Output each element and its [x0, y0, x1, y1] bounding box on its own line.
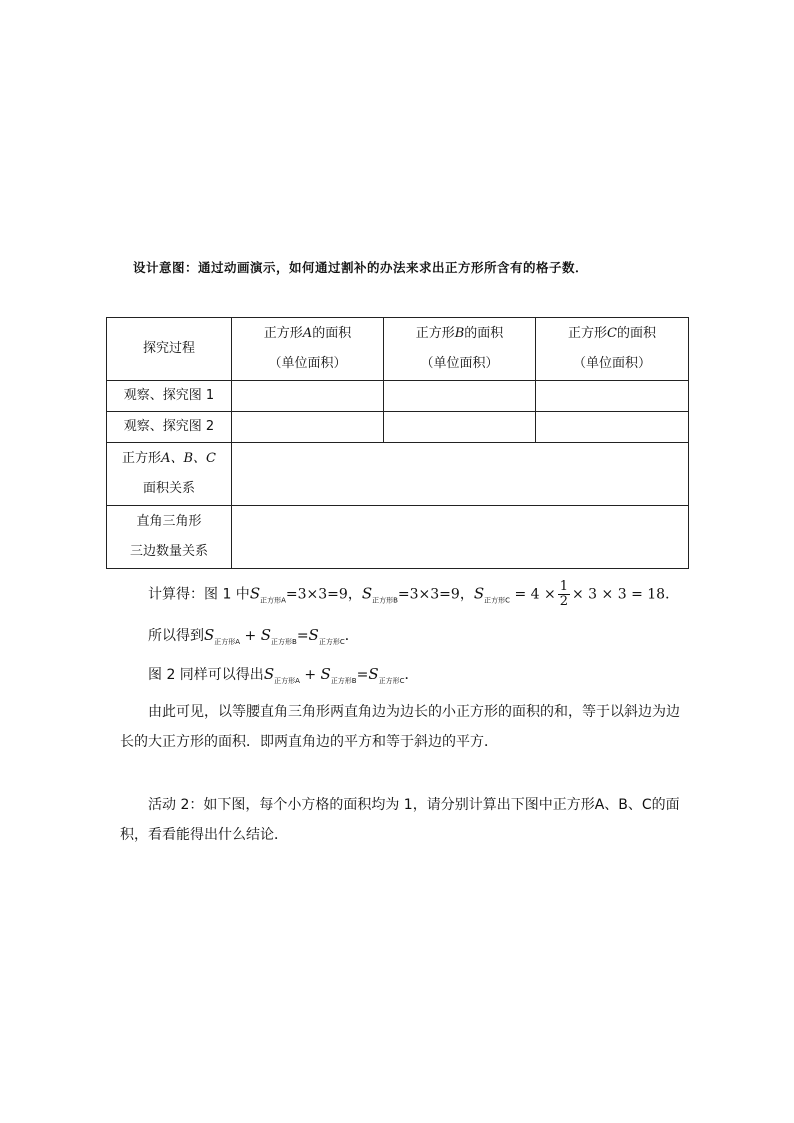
table-header-row: [107, 318, 689, 381]
table-row: [107, 381, 689, 412]
cell-triangle-relation[interactable]: [232, 506, 689, 569]
exploration-table: [106, 317, 689, 569]
header-process: 探究过程: [107, 318, 232, 381]
cell-fig1-b[interactable]: [384, 381, 536, 412]
cell-fig1-a[interactable]: [232, 381, 384, 412]
cell-area-relation[interactable]: [232, 443, 689, 506]
activity-2-paragraph: 活动 2：如下图，每个小方格的面积均为 1，请分别计算出下图中正方形A、B、C的面积，看看能得出什么结论．: [120, 797, 680, 843]
cell-fig2-b[interactable]: [384, 412, 536, 443]
conclusion-paragraph: 由此可见，以等腰直角三角形两直角边为边长的小正方形的面积的和，等于以斜边为边长的大正方形的面积．即两直角边的平方和等于斜边的平方．: [120, 704, 680, 750]
row-label-triangle-relation: 直角三角形 三边数量关系: [107, 506, 232, 569]
header-area-a: 正方形A的面积 （单位面积）: [232, 318, 384, 381]
table-row: [107, 443, 689, 506]
row-label-fig1: 观察、探究图 1: [107, 381, 232, 412]
row-label-fig2: 观察、探究图 2: [107, 412, 232, 443]
header-area-c: 正方形C的面积 （单位面积）: [536, 318, 689, 381]
cell-fig2-a[interactable]: [232, 412, 384, 443]
header-area-b: 正方形B的面积 （单位面积）: [384, 318, 536, 381]
fraction-one-half: $\frac{1}{2}$: [559, 579, 568, 609]
row-label-area-relation: 正方形A、B、C 面积关系: [107, 443, 232, 506]
calc-line: 计算得：图 1 中$S_{正方形A}=3\times 3=9$，$S_{正方形B}=3\times 3=9$，$S_{正方形C} = 4$ × $\frac{1}{2}$ × 3 × 3 = 18．: [148, 579, 680, 609]
cell-fig1-c[interactable]: [536, 381, 689, 412]
cell-fig2-c[interactable]: [536, 412, 689, 443]
so-line: 所以得到$S_{正方形A} + S_{正方形B}=S_{正方形C}$．: [148, 626, 359, 646]
design-intent-text: 设计意图：通过动画演示，如何通过割补的办法来求出正方形所含有的格子数．: [133, 260, 589, 275]
table-row: [107, 506, 689, 569]
table-row: [107, 412, 689, 443]
fig2-line: 图 2 同样可以得出$S_{正方形A} + S_{正方形B}=S_{正方形C}$．: [148, 665, 419, 685]
